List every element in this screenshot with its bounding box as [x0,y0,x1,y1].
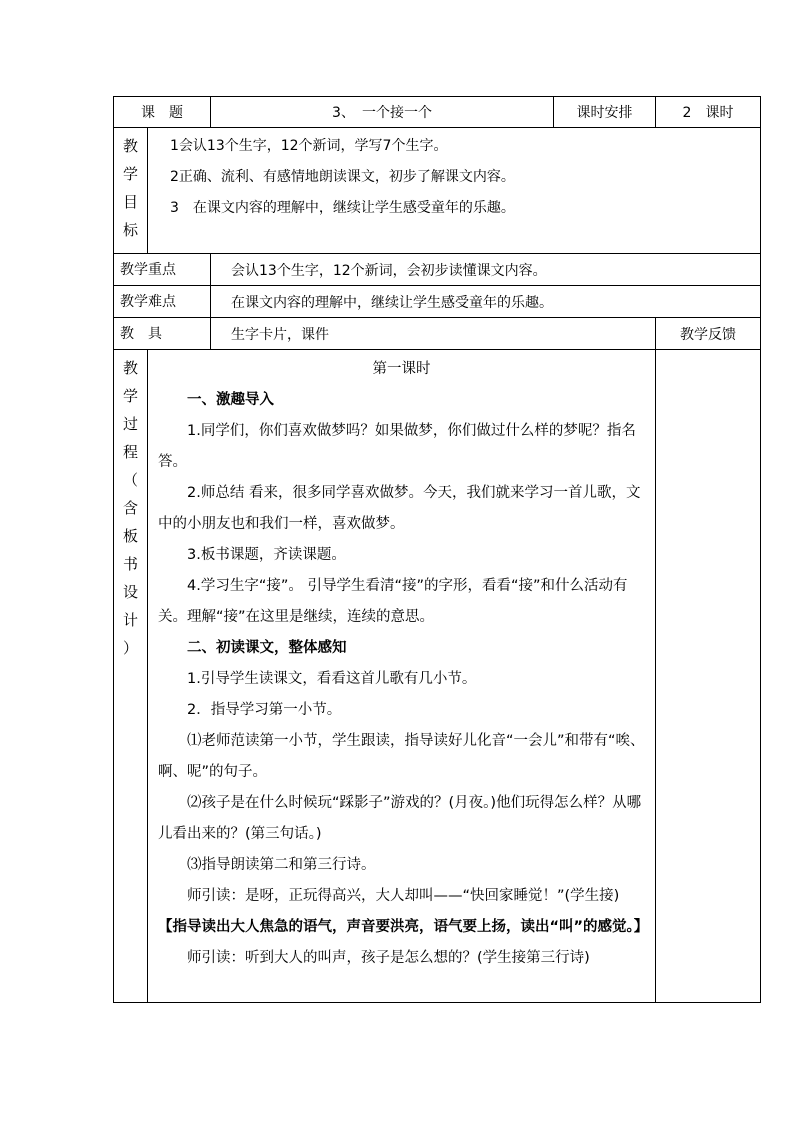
key-point-label: 教学重点 [114,254,211,286]
process-paragraph: 1.引导学生读课文，看看这首儿歌有几小节。 [187,671,477,687]
difficulty-text: 在课文内容的理解中，继续让学生感受童年的乐趣。 [211,286,761,318]
process-label-char: 计 [122,611,138,629]
process-label-char: 过 [122,415,138,433]
reading-guidance-note: 【指导读出大人焦急的语气，声音要洪亮，语气要上扬，读出“叫”的感觉。】 [158,919,649,935]
process-label-char: 设 [122,583,138,601]
process-label-char: ） [122,639,138,657]
process-paragraph: ⑶指导朗读第二和第三行诗。 [187,857,376,873]
process-label-char: 程 [122,443,138,461]
feedback-label: 教学反馈 [656,318,761,350]
header-row [114,97,761,128]
key-point-row [114,254,761,286]
process-label-char: （ [122,471,138,489]
process-content [148,350,656,1003]
tools-text: 生字卡片，课件 [211,318,656,350]
schedule-value: 2 课时 [656,97,761,128]
goals-label-char: 目 [122,193,138,211]
section-title: 一、激趣导入 [187,392,274,408]
goal-item: 3 在课文内容的理解中，继续让学生感受童年的乐趣。 [170,200,515,216]
difficulty-label: 教学难点 [114,286,211,318]
process-label-char: 教 [122,359,138,377]
goals-row [114,128,761,254]
goals-label [114,128,148,254]
process-paragraph: ⑴老师范读第一小节，学生跟读，指导读好儿化音“一会儿”和带有“唉、啊、呢”的句子。 [158,733,645,780]
difficulty-row [114,286,761,318]
process-label-char: 含 [122,499,138,517]
guided-reading-text: 师引读：是呀，正玩得高兴，大人却叫——“快回家睡觉！”(学生接) [187,888,620,904]
tools-row [114,318,761,350]
key-point-text: 会认13个生字，12个新词，会初步读懂课文内容。 [211,254,761,286]
goals-label-char: 教 [122,137,138,155]
topic-label: 课 题 [114,97,211,128]
goals-content [148,128,761,254]
process-paragraph: 2.师总结 看来，很多同学喜欢做梦。今天，我们就来学习一首儿歌，文中的小朋友也和我们一样，喜欢做梦。 [158,485,641,532]
process-label-char: 学 [122,387,138,405]
lesson-plan-table [113,96,761,1003]
process-label-char: 书 [122,555,138,573]
tools-label: 教 具 [114,318,211,350]
process-paragraph: 2．指导学习第一小节。 [187,702,342,718]
process-paragraph: 3.板书课题，齐读课题。 [187,547,346,563]
goals-label-char: 学 [122,165,138,183]
session-title: 第一课时 [372,361,431,377]
process-paragraph [158,881,649,943]
process-paragraph: 4.学习生字“接”。 引导学生看清“接”的字形，看看“接”和什么活动有关。理解“接”在这里是继续，连续的意思。 [158,578,628,625]
schedule-label: 课时安排 [554,97,656,128]
process-paragraph: 师引读：听到大人的叫声，孩子是怎么想的？(学生接第三行诗) [187,950,590,966]
feedback-column [656,350,761,1003]
goals-label-char: 标 [122,221,138,239]
process-label [114,350,148,1003]
process-paragraph: 1.同学们，你们喜欢做梦吗？如果做梦，你们做过什么样的梦呢？指名答。 [158,423,636,470]
goal-item: 1会认13个生字，12个新词，学写7个生字。 [170,138,448,154]
goal-item: 2正确、流利、有感情地朗读课文，初步了解课文内容。 [170,169,515,185]
section-title: 二、初读课文，整体感知 [187,640,347,656]
topic-title: 3、 一个接一个 [211,97,554,128]
process-row [114,350,761,1003]
process-paragraph: ⑵孩子是在什么时候玩“踩影子”游戏的？(月夜。)他们玩得怎么样？从哪儿看出来的？(第三句话。) [158,795,642,842]
process-label-char: 板 [122,527,138,545]
